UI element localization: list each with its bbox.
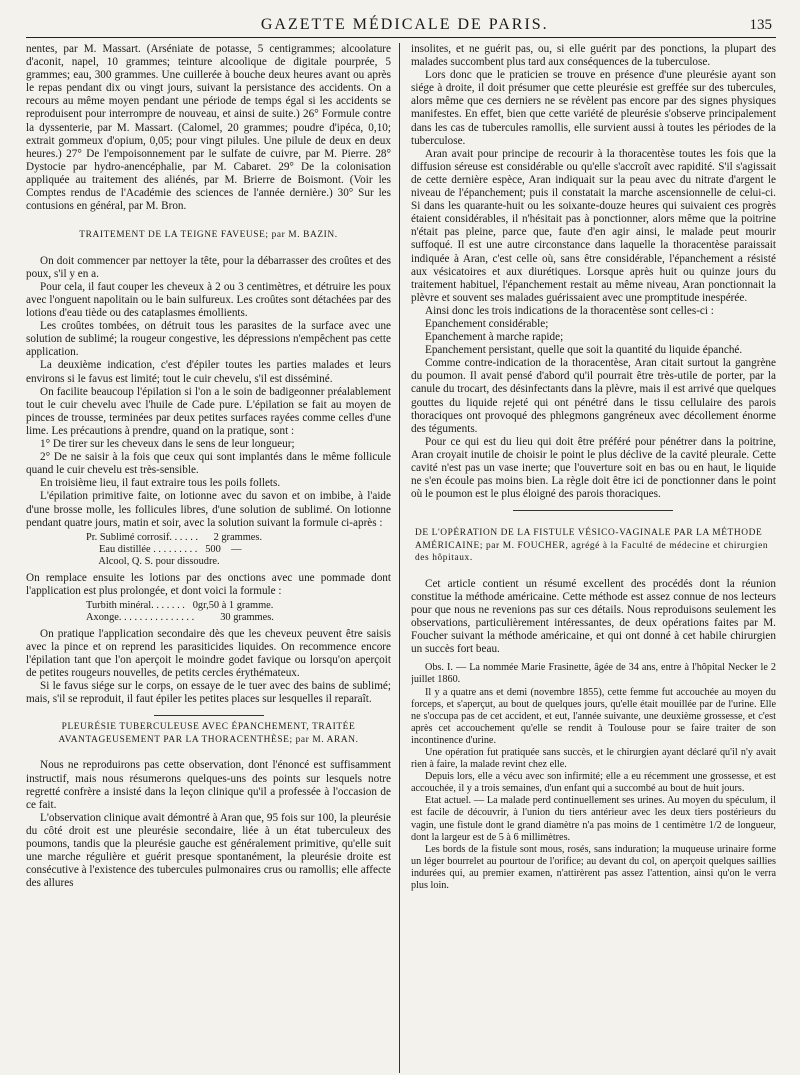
formula-line: Axonge. . . . . . . . . . . . . . . 30 grammes.: [86, 611, 274, 623]
paragraph: Etat actuel. — La malade perd continuellement ses urines. Au moyen du spéculum, il est facile de découvrir, à l'union du tiers antérieur avec les deux tiers postérieurs du vagin, une fistule dont le grand diamètre n'a pas moins de 1 centimètre 1/2 de longueur, dont la largeur est de 5 à 6 millimètres.: [410, 795, 776, 843]
left-column: [26, 43, 391, 1073]
paragraph: En troisième lieu, il faut extraire tous les poils follets.: [40, 477, 281, 490]
paragraph: Les bords de la fistule sont mous, rosés, sans induration; la muqueuse urinaire forme un léger bourrelet au pourtour de l'orifice; au devant du col, on aperçoit quelques saillies indurées qui, au premier examen, n'attirèrent pas assez l'attention, ainsi qu'on le verra plus loin.: [410, 843, 776, 892]
paragraph: On remplace ensuite les lotions par des onctions avec une pommade dont l'application est plus prolongée, et dont voici la formule :: [26, 571, 391, 597]
paragraph: L'observation clinique avait démontré à Aran que, 95 fois sur 100, la pleurésie du côté droit est une pleurésie secondaire, liée à un état tuberculeux des poumons, tandis que la pleurésie gauche est généralement primitive, qu'elle suit une marche régulière et guérit presque spontanément, la pleurésie droite est consécutive à l'existence des tubercules pulmonaires crus ou ramollis; elle affecte des allures: [26, 811, 391, 890]
paragraph: Aran avait pour principe de recourir à la thoracentèse toutes les fois que la diffusion séreuse est considérable ou qu'elle s'accroît avec rapidité. S'il s'agissait de cette dernière espèce, Aran indiquait sur la peau avec du nitrate d'argent le niveau de l'épanchement; puis il constatait la marche ascensionnelle de celui-ci. Si dans les quarante-huit ou les soixante-douze heures qui suivaient ces progrès étaient considérables, il n'hésitait pas à ponctionner, alors même que la poitrine n'était pas pleine, parce que, faute d'en agir ainsi, le malade peut mourir suffoqué. Il est une autre circonstance dans laquelle la thoracentèse paraissait indiquée à Aran, c'est celle où, sans être considérable, l'épanchement a résisté aux vésicatoires et aux diurétiques. Lorsque après huit ou quinze jours du traitement habituel, l'épanchement restait au même niveau, Aran ponctionnait la plèvre et souvent ses malades guérissaient avec une promptitude inespérée.: [410, 147, 776, 304]
formula-line: Alcool, Q. S. pour dissoudre.: [86, 555, 220, 567]
paragraph: Cet article contient un résumé excellent des procédés dont la réunion constitue la méthode américaine. Cette méthode est assez connue de nos lecteurs pour que nous ne revenions pas sur ces détails. Nous reproduisons seulement les observations, particulièrement intéressantes, de deux opérations faites par M. Foucher suivant la méthode américaine, et qui ont donné à cet habile chirurgien un succès fort beau.: [410, 577, 776, 656]
paragraph: Une opération fut pratiquée sans succès, et le chirurgien ayant déclaré qu'il n'y avait rien à faire, la malade revint chez elle.: [410, 747, 776, 771]
paragraph: On doit commencer par nettoyer la tête, pour la débarrasser des croûtes et des poux, s'il y en a.: [26, 254, 391, 280]
paragraph: Lors donc que le praticien se trouve en présence d'une pleurésie ayant son siége à droite, il doit présumer que cette pleurésie est greffée sur des tubercules, alors même que ces derniers ne se révèlent pas encore par des signes physiques manifestes. En effet, bien que cette variété de pleurésie s'observe principalement dans les cas de tubercules ramollis, elle survient aussi à toutes les périodes de la tuberculose.: [410, 69, 776, 147]
separator-rule: [154, 715, 264, 716]
paragraph: Comme contre-indication de la thoracentèse, Aran citait surtout la gangrène du poumon. Il avait pensé d'abord qu'il pourrait être très-utile de porter, par la canule du trocart, des désinfectants dans la plèvre, mais il est arrivé que quelques gouttes du liquide rejeté qui ont pénétré dans le tissu cellulaire des parois thoraciques ont provoqué des phlegmons gangréneux avec décollement énorme des téguments.: [410, 357, 776, 435]
paragraph: Ainsi donc les trois indications de la thoracentèse sont celles-ci :: [424, 304, 714, 317]
journal-title: GAZETTE MÉDICALE DE PARIS.: [260, 16, 549, 33]
paragraph: Pour cela, il faut couper les cheveux à 2 ou 3 centimètres, et détruire les poux avec l'onguent napolitain ou le bain sulfureux. Les croûtes sont détachées par des lotions d'eau tiède ou des cataplasmes émollients.: [26, 280, 391, 320]
formula-line: Pr. Sublimé corrosif. . . . . . 2 grammes.: [86, 531, 263, 543]
case-observation: [411, 662, 776, 892]
paragraph: L'épilation primitive faite, on lotionne avec du savon et on imbibe, à l'aide d'une brosse molle, les follicules libres, d'une solution de sublimé. On lotionne pendant quatre jours, matin et soir, avec la solution suivant la formule ci-après :: [26, 490, 391, 529]
paragraph: Epanchement persistant, quelle que soit la quantité du liquide épanché.: [424, 344, 743, 357]
section-heading-fistule: DE L'OPÉRATION DE LA FISTULE VÉSICO-VAGINALE PAR LA MÉTHODE AMÉRICAINE; par M. FOUCHER, agrégé à la Faculté de médecine et chirurgien des hôpitaux.: [414, 528, 769, 564]
running-head: [26, 12, 776, 38]
paragraph: Les croûtes tombées, on détruit tous les parasites de la surface avec une solution de sublimé; la rougeur congestive, les dépressions n'empêchent pas cette application.: [26, 320, 391, 359]
paragraph: Il y a quatre ans et demi (novembre 1855), cette femme fut accouchée au moyen du forceps, et s'aperçut, au bout de quelques jours, qu'elle était mouillée par de l'urine. Elle ne s'occupa pas de cet accident, et eut, l'année suivante, une deuxième grossesse, et c'est après cet accouchement qu'elle se rendit à Toulouse pour se faire traiter de son incontinence d'urine.: [410, 686, 776, 746]
formula-line: Eau distillée . . . . . . . . . 500 —: [86, 543, 242, 555]
paragraph: Pour ce qui est du lieu qui doit être préféré pour pénétrer dans la poitrine, Aran croyait inutile de choisir le point le plus déclive de la cavité pleurale. Cette cavité n'est pas un vase inerte; que l'ouverture soit en bas ou en haut, le liquide ne s'en écoule pas moins bien. La règle doit être ici de ponctionner dans le point où le poumon est le plus éloigné des parois thoraciques.: [410, 435, 776, 501]
paragraph: nentes, par M. Massart. (Arséniate de potasse, 5 centigrammes; alcoolature d'aconit, napel, 10 grammes; teinture alcoolique de digitale pourprée, 5 grammes; eau, 300 grammes. Une cuillerée à bouche deux heures avant ou après le repas pendant dix ou vingt jours, suivant la persistance des accidents. On a recours au même moyen pendant une période de temps égal si les accidents se reproduisent pour interrompre de nouveau, et ainsi de suite.) 26° Formule contre la dyssenterie, par M. Massart. (Calomel, 20 grammes; poudre d'ipéca, 0,10; extrait gommeux d'opium, 0,05; pour vingt pilules. Une pilule de deux en deux heures.) 27° De l'empoisonnement par le sulfate de cuivre, par M. Pierre. 28° Dystocie par hydro-anencéphalie, par M. Cabaret. 29° De la colonisation appliquée au traitement des aliénés, par M. Brierre de Boismont. (Voir les Comptes rendus de l'Académie des sciences de l'année dernière.) 30° Sur les contusions en général, par M. Bron.: [26, 43, 391, 213]
paragraph: 1° De tirer sur les cheveux dans le sens de leur longueur;: [40, 438, 295, 451]
paragraph: Depuis lors, elle a vécu avec son infirmité; elle a eu récemment une grossesse, et est accouchée, il y a trois semaines, d'un enfant qui a succombé au bout de huit jours.: [410, 771, 776, 795]
columns: [26, 43, 776, 1073]
paragraph: 2° De ne saisir à la fois que ceux qui sont implantés dans le même follicule quand le cuir chevelu est très-sensible.: [26, 451, 391, 477]
formula-pommade: [86, 600, 391, 624]
paragraph: La deuxième indication, c'est d'épiler toutes les parties malades et leurs environs si le favus est limité; tout le cuir chevelu, s'il est disséminé.: [26, 359, 391, 385]
page-number: 135: [749, 17, 772, 33]
paragraph: On facilite beaucoup l'épilation si l'on a le soin de badigeonner préalablement tout le cuir chevelu avec l'huile de Cade pure. L'épilation se fait au moyen de pinces de trousse, terminées par deux petites surfaces rayées comme celles d'une lime. Les précautions à prendre, quand on la pratique, sont :: [26, 385, 391, 437]
paragraph: insolites, et ne guérit pas, ou, si elle guérit par des ponctions, la plupart des malades succombent plus tard aux conséquences de la tuberculose.: [410, 43, 776, 69]
column-rule: [399, 43, 400, 1073]
right-column: [411, 43, 776, 1073]
formula-line: Turbith minéral. . . . . . . 0gr,50 à 1 gramme.: [86, 599, 274, 611]
paragraph: Obs. I. — La nommée Marie Frasinette, âgée de 34 ans, entre à l'hôpital Necker le 2 juillet 1860.: [410, 662, 776, 686]
formula-sublime: [86, 532, 391, 568]
paragraph: Epanchement à marche rapide;: [424, 331, 564, 344]
section-heading-pleuresie: PLEURÉSIE TUBERCULEUSE AVEC ÉPANCHEMENT, TRAITÉE AVANTAGEUSEMENT PAR LA THORACENTHÈSE; par M. ARAN.: [58, 722, 359, 745]
paragraph: On pratique l'application secondaire dès que les cheveux peuvent être saisis avec la pince et on reprend les parasiticides liquides. On recommence encore l'épilation tant que l'on aperçoit le moindre godet favique ou lorsqu'on aperçoit de petites rougeurs nouvelles, de petits cercles érythémateux.: [26, 627, 391, 680]
paragraph: Si le favus siége sur le corps, on essaye de le tuer avec des bains de sublimé; mais, s'il se reproduit, il faut épiler les petites places sur lesquelles il reparaît.: [26, 680, 391, 706]
paragraph: Nous ne reproduirons pas cette observation, dont l'énoncé est suffisamment instructif, mais nous résumerons quelques-uns des points sur lesquels notre regretté confrère a insisté dans la leçon clinique qu'il a professée à l'occasion de ce fait.: [26, 759, 391, 811]
section-heading-teigne: TRAITEMENT DE LA TEIGNE FAVEUSE; par M. BAZIN.: [79, 230, 338, 241]
paragraph: Epanchement considérable;: [424, 317, 549, 330]
separator-rule: [513, 510, 673, 511]
